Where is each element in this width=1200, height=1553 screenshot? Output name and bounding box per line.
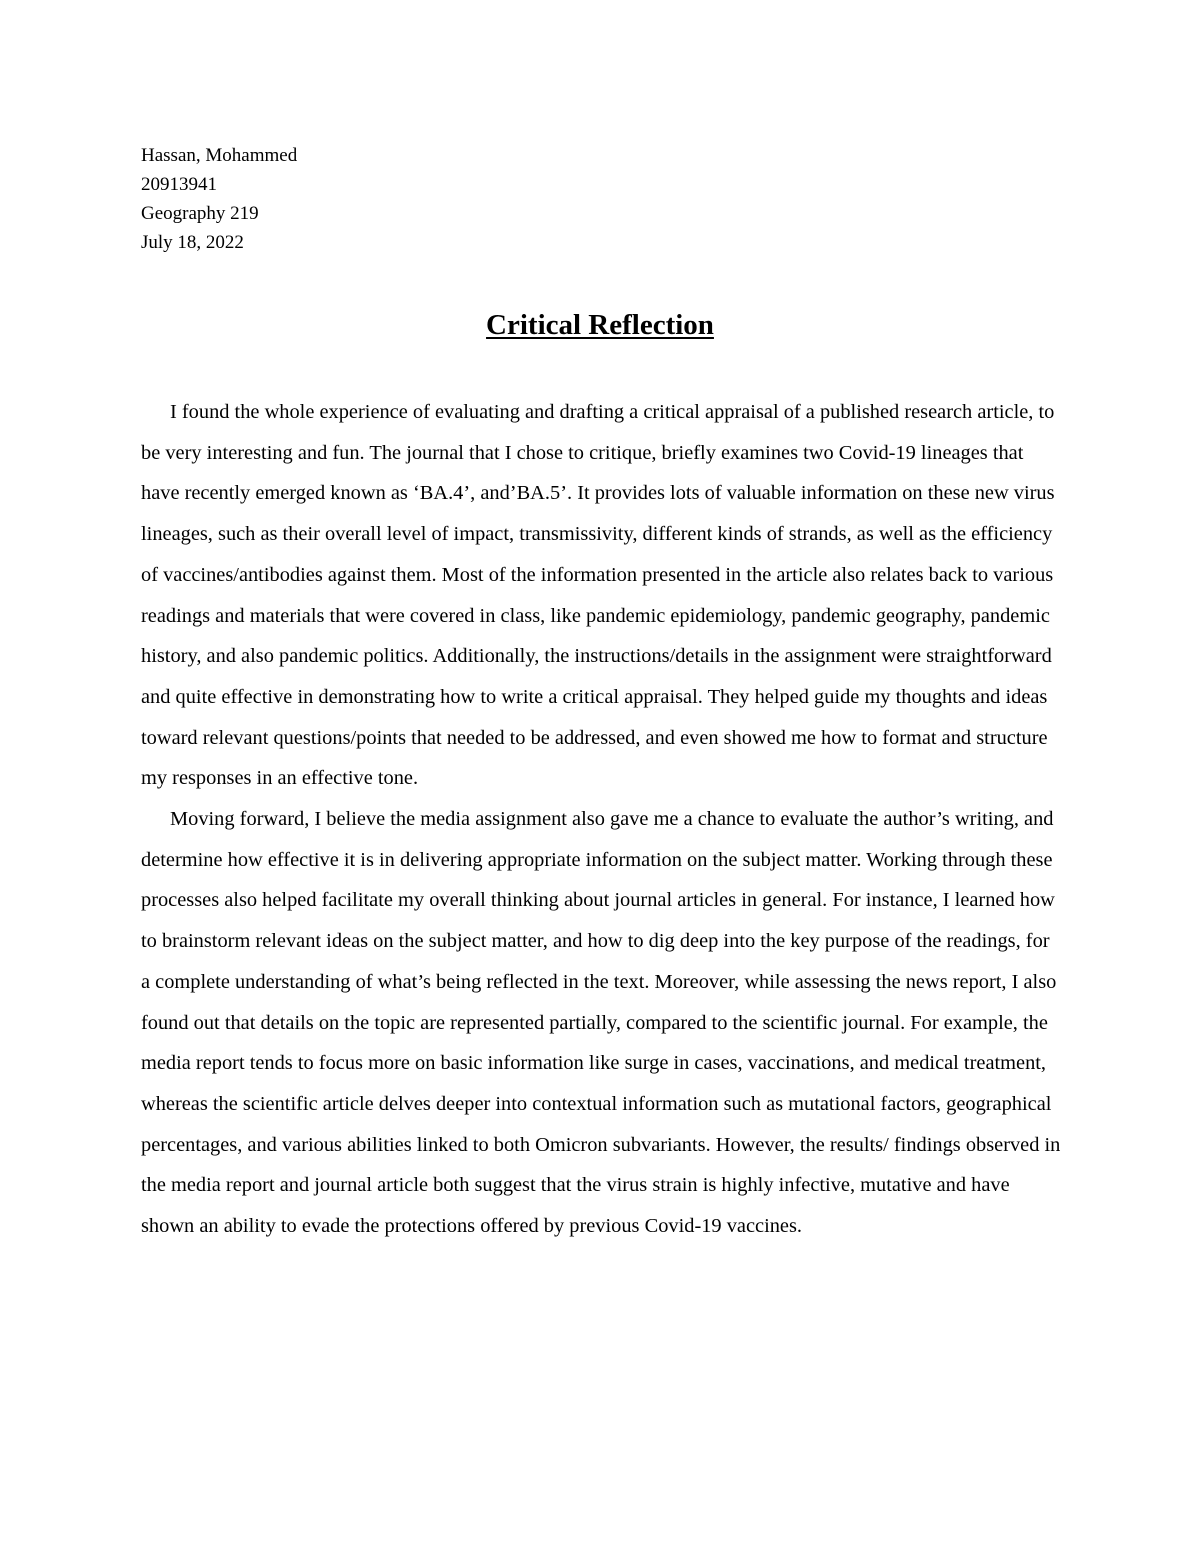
page-title: Critical Reflection [486,309,714,341]
paragraph-2: Moving forward, I believe the media assignment also gave me a chance to evaluate the author’s writing, and determine how effective it is in delivering appropriate information on the subject matter. Working through these processes also helped facilitate my overall thinking about journal articles in general. For instance, I learned how to brainstorm relevant ideas on the subject matter, and how to dig deep into the key purpose of the readings, for a complete understanding of what’s being reflected in the text. Moreover, while assessing the news report, I also found out that details on the topic are represented partially, compared to the scientific journal. For example, the media report tends to focus more on basic information like surge in cases, vaccinations, and medical treatment, whereas the scientific article delves deeper into contextual information such as mutational factors, geographical percentages, and various abilities linked to both Omicron subvariants. However, the results/ findings observed in the media report and journal article both suggest that the virus strain is highly infective, mutative and have shown an ability to evade the protections offered by previous Covid-19 vaccines. [141,808,1061,1238]
author-name: Hassan, Mohammed [141,145,298,166]
header-block [141,141,297,257]
page-title-wrapper [0,305,1200,345]
paragraph-1: I found the whole experience of evaluating and drafting a critical appraisal of a published research article, to be very interesting and fun. The journal that I chose to critique, briefly examines two Covid-19 lineages that have recently emerged known as ‘BA.4’, and’BA.5’. It provides lots of valuable information on these new virus lineages, such as their overall level of impact, transmissivity, different kinds of strands, as well as the efficiency of vaccines/antibodies against them. Most of the information presented in the article also relates back to various readings and materials that were covered in class, like pandemic epidemiology, pandemic geography, pandemic history, and also pandemic politics. Additionally, the instructions/details in the assignment were straightforward and quite effective in demonstrating how to write a critical appraisal. They helped guide my thoughts and ideas toward relevant questions/points that needed to be addressed, and even showed me how to format and structure my responses in an effective tone. [141,401,1055,790]
course-name: Geography 219 [141,203,259,224]
body-text [141,392,1061,1247]
student-id: 20913941 [141,174,217,195]
document-date: July 18, 2022 [141,232,244,253]
